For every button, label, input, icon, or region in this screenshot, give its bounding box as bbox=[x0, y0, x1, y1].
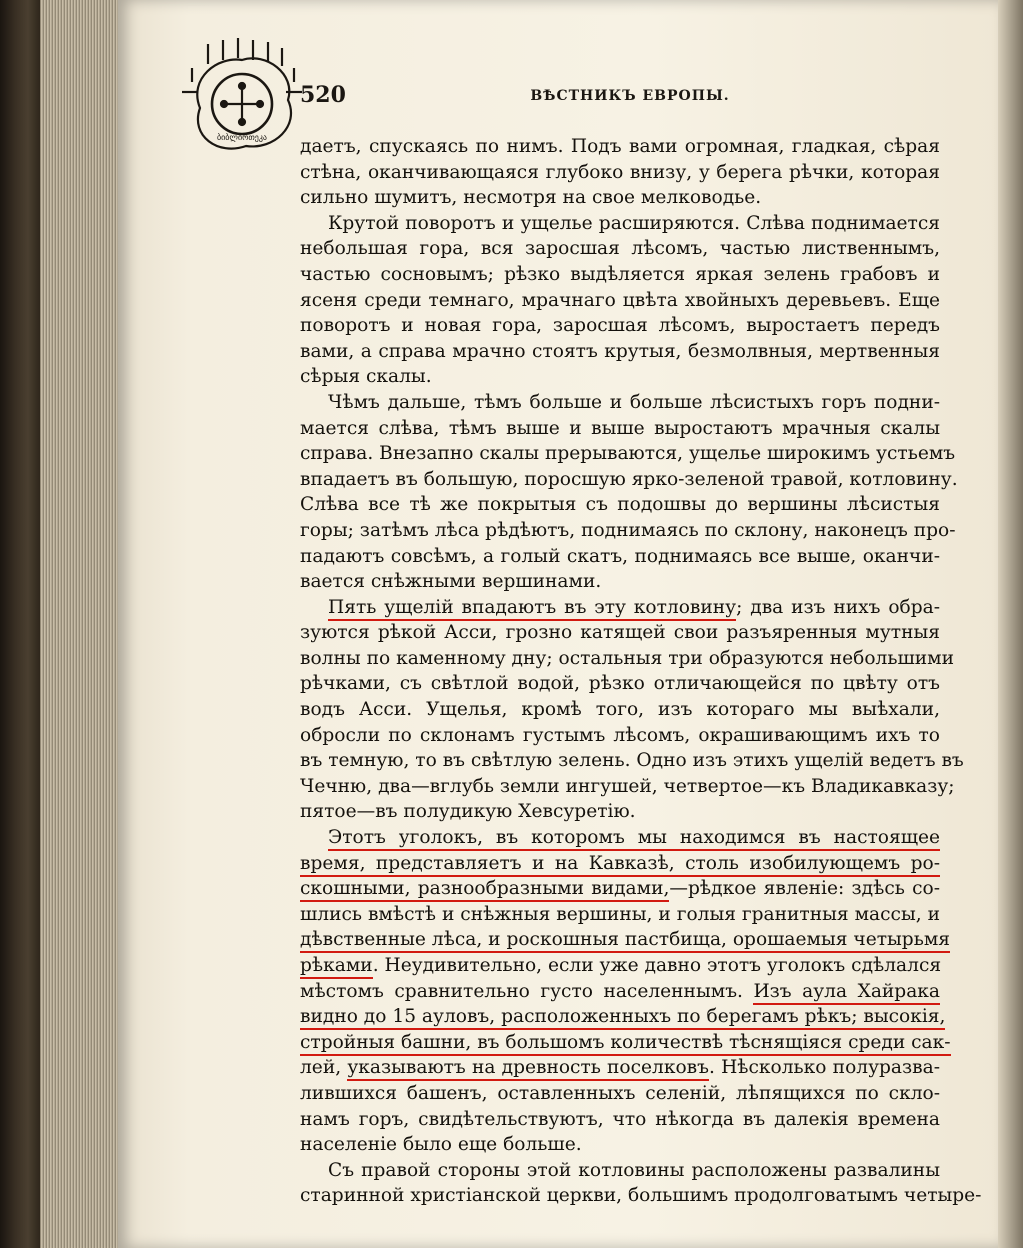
text-line bbox=[300, 979, 940, 1005]
underlined-phrase: видно до 15 ауловъ, расположенныхъ по берегамъ рѣкъ; высокія, bbox=[300, 1006, 945, 1030]
library-stamp-icon bbox=[178, 38, 306, 166]
text-line: сильно шумитъ, несмотря на свое мелководье. bbox=[300, 187, 762, 209]
text-line: рѣчками, съ свѣтлой водой, рѣзко отличающейся по цвѣту отъ bbox=[300, 673, 940, 695]
underlined-phrase: Этотъ уголокъ, въ которомъ мы находимся въ настоящее bbox=[328, 827, 940, 851]
text-line bbox=[300, 825, 940, 851]
text-line: частью сосновымъ; рѣзко выдѣляется яркая зелень грабовъ и bbox=[300, 263, 940, 285]
text-line bbox=[300, 927, 951, 953]
text-line: сѣрыя скалы. bbox=[300, 366, 432, 388]
stamp-label: ბიბლიოთეკა bbox=[217, 133, 267, 142]
text-line bbox=[300, 851, 940, 877]
text-line: горы; затѣмъ лѣса рѣдѣютъ, поднимаясь по склону, наконецъ про- bbox=[300, 519, 956, 541]
text-line: шлись вмѣстѣ и снѣжныя вершины, и голыя гранитныя массы, и bbox=[300, 903, 940, 925]
body-text bbox=[300, 134, 982, 1209]
text-fragment: ; два изъ нихъ обра- bbox=[736, 596, 940, 618]
text-line: Слѣва все тѣ же покрытыя съ подошвы до вершины лѣсистыя bbox=[300, 494, 940, 516]
book-binding bbox=[0, 0, 40, 1248]
text-line: волны по каменному дну; остальныя три образуются небольшими bbox=[300, 647, 954, 669]
text-line bbox=[300, 876, 940, 902]
underlined-phrase: Пять ущелій впадаютъ въ эту котловину bbox=[328, 597, 736, 621]
text-line: намъ горъ, свидѣтельствуютъ, что нѣкогда въ далекія времена bbox=[300, 1108, 940, 1130]
text-line: Чѣмъ дальше, тѣмъ больше и больше лѣсистыхъ горъ подни- bbox=[328, 391, 940, 413]
text-line bbox=[300, 595, 940, 621]
text-line: падаютъ совсѣмъ, а голый скатъ, поднимаясь все выше, оканчи- bbox=[300, 545, 940, 567]
text-fragment: лей, bbox=[300, 1057, 348, 1079]
text-line bbox=[300, 953, 940, 979]
text-fragment: . Нѣсколько полуразва- bbox=[708, 1057, 940, 1079]
underlined-phrase: Изъ аула Хайрака bbox=[753, 981, 940, 1005]
text-line: лившихся башенъ, оставленныхъ селеній, лѣпящихся по скло- bbox=[300, 1082, 940, 1104]
text-line: вается снѣжными вершинами. bbox=[300, 571, 602, 593]
text-line bbox=[300, 1030, 951, 1056]
text-line: водъ Асси. Ущелья, кромѣ того, изъ котораго мы выѣхали, bbox=[300, 699, 940, 721]
text-line: въ темную, то въ свѣтлую зелень. Одно изъ этихъ ущелій ведетъ въ bbox=[300, 750, 964, 772]
running-head: ВѢСТНИКЪ ЕВРОПЫ. bbox=[530, 88, 730, 104]
text-line: Крутой поворотъ и ущелье расширяются. Слѣва поднимается bbox=[328, 212, 940, 234]
underlined-phrase: указываютъ на древность поселковъ bbox=[347, 1057, 709, 1081]
text-line: Съ правой стороны этой котловины расположены развалины bbox=[328, 1159, 940, 1181]
underlined-phrase: время, представляетъ и на Кавказѣ, столь изобилующемъ ро- bbox=[300, 853, 940, 877]
text-line: населеніе было еще больше. bbox=[300, 1134, 582, 1156]
text-line: стѣна, оканчивающаяся глубоко внизу, у берега рѣчки, которая bbox=[300, 161, 940, 183]
text-line: даетъ, спускаясь по нимъ. Подъ вами огромная, гладкая, сѣрая bbox=[300, 136, 940, 157]
page-number: 520 bbox=[300, 82, 346, 108]
page-header bbox=[300, 82, 940, 112]
text-line: ясеня среди темнаго, мрачнаго цвѣта хвойныхъ деревьевъ. Еще bbox=[300, 289, 940, 311]
text-line: впадаетъ въ большую, поросшую ярко-зеленой травой, котловину. bbox=[300, 468, 958, 490]
text-line: справа. Внезапно скалы прерываются, ущелье широкимъ устьемъ bbox=[300, 443, 956, 465]
underlined-phrase: скошными, разнообразными видами, bbox=[300, 878, 669, 902]
text-fragment: —рѣдкое явленіе: здѣсь со- bbox=[669, 878, 940, 900]
text-line: обросли по склонамъ густымъ лѣсомъ, окрашивающимъ ихъ то bbox=[300, 724, 940, 746]
text-line: поворотъ и новая гора, заросшая лѣсомъ, выростаетъ передъ bbox=[300, 315, 940, 337]
text-line: старинной христіанской церкви, большимъ продолговатымъ четыре- bbox=[300, 1185, 982, 1207]
underlined-phrase: рѣками bbox=[300, 955, 373, 979]
underlined-phrase: дѣвственные лѣса, и роскошныя пастбища, орошаемыя четырьмя bbox=[300, 929, 950, 953]
text-fragment: мѣстомъ сравнительно густо населеннымъ. bbox=[300, 980, 754, 1002]
page-right-edge bbox=[998, 0, 1023, 1248]
text-line: небольшая гора, вся заросшая лѣсомъ, частью лиственнымъ, bbox=[300, 238, 940, 260]
text-fragment: . Неудивительно, если уже давно этотъ уголокъ сдѣлался bbox=[372, 955, 942, 976]
text-line: зуются рѣкой Асси, грозно катящей свои разъяренныя мутныя bbox=[300, 622, 940, 644]
text-line: мается слѣва, тѣмъ выше и выше выростаютъ мрачныя скалы bbox=[300, 417, 940, 439]
text-line: пятое—въ полудикую Хевсуретію. bbox=[300, 801, 636, 823]
page-stack-edge bbox=[40, 0, 118, 1248]
text-line: вами, а справа мрачно стоятъ крутыя, безмолвныя, мертвенныя bbox=[300, 340, 940, 362]
text-line bbox=[300, 1055, 940, 1081]
text-line: Чечню, два—вглубь земли ингушей, четвертое—къ Владикавказу; bbox=[300, 775, 955, 797]
text-line bbox=[300, 1004, 946, 1030]
underlined-phrase: стройныя башни, въ большомъ количествѣ тѣснящіяся среди сак- bbox=[300, 1032, 951, 1056]
